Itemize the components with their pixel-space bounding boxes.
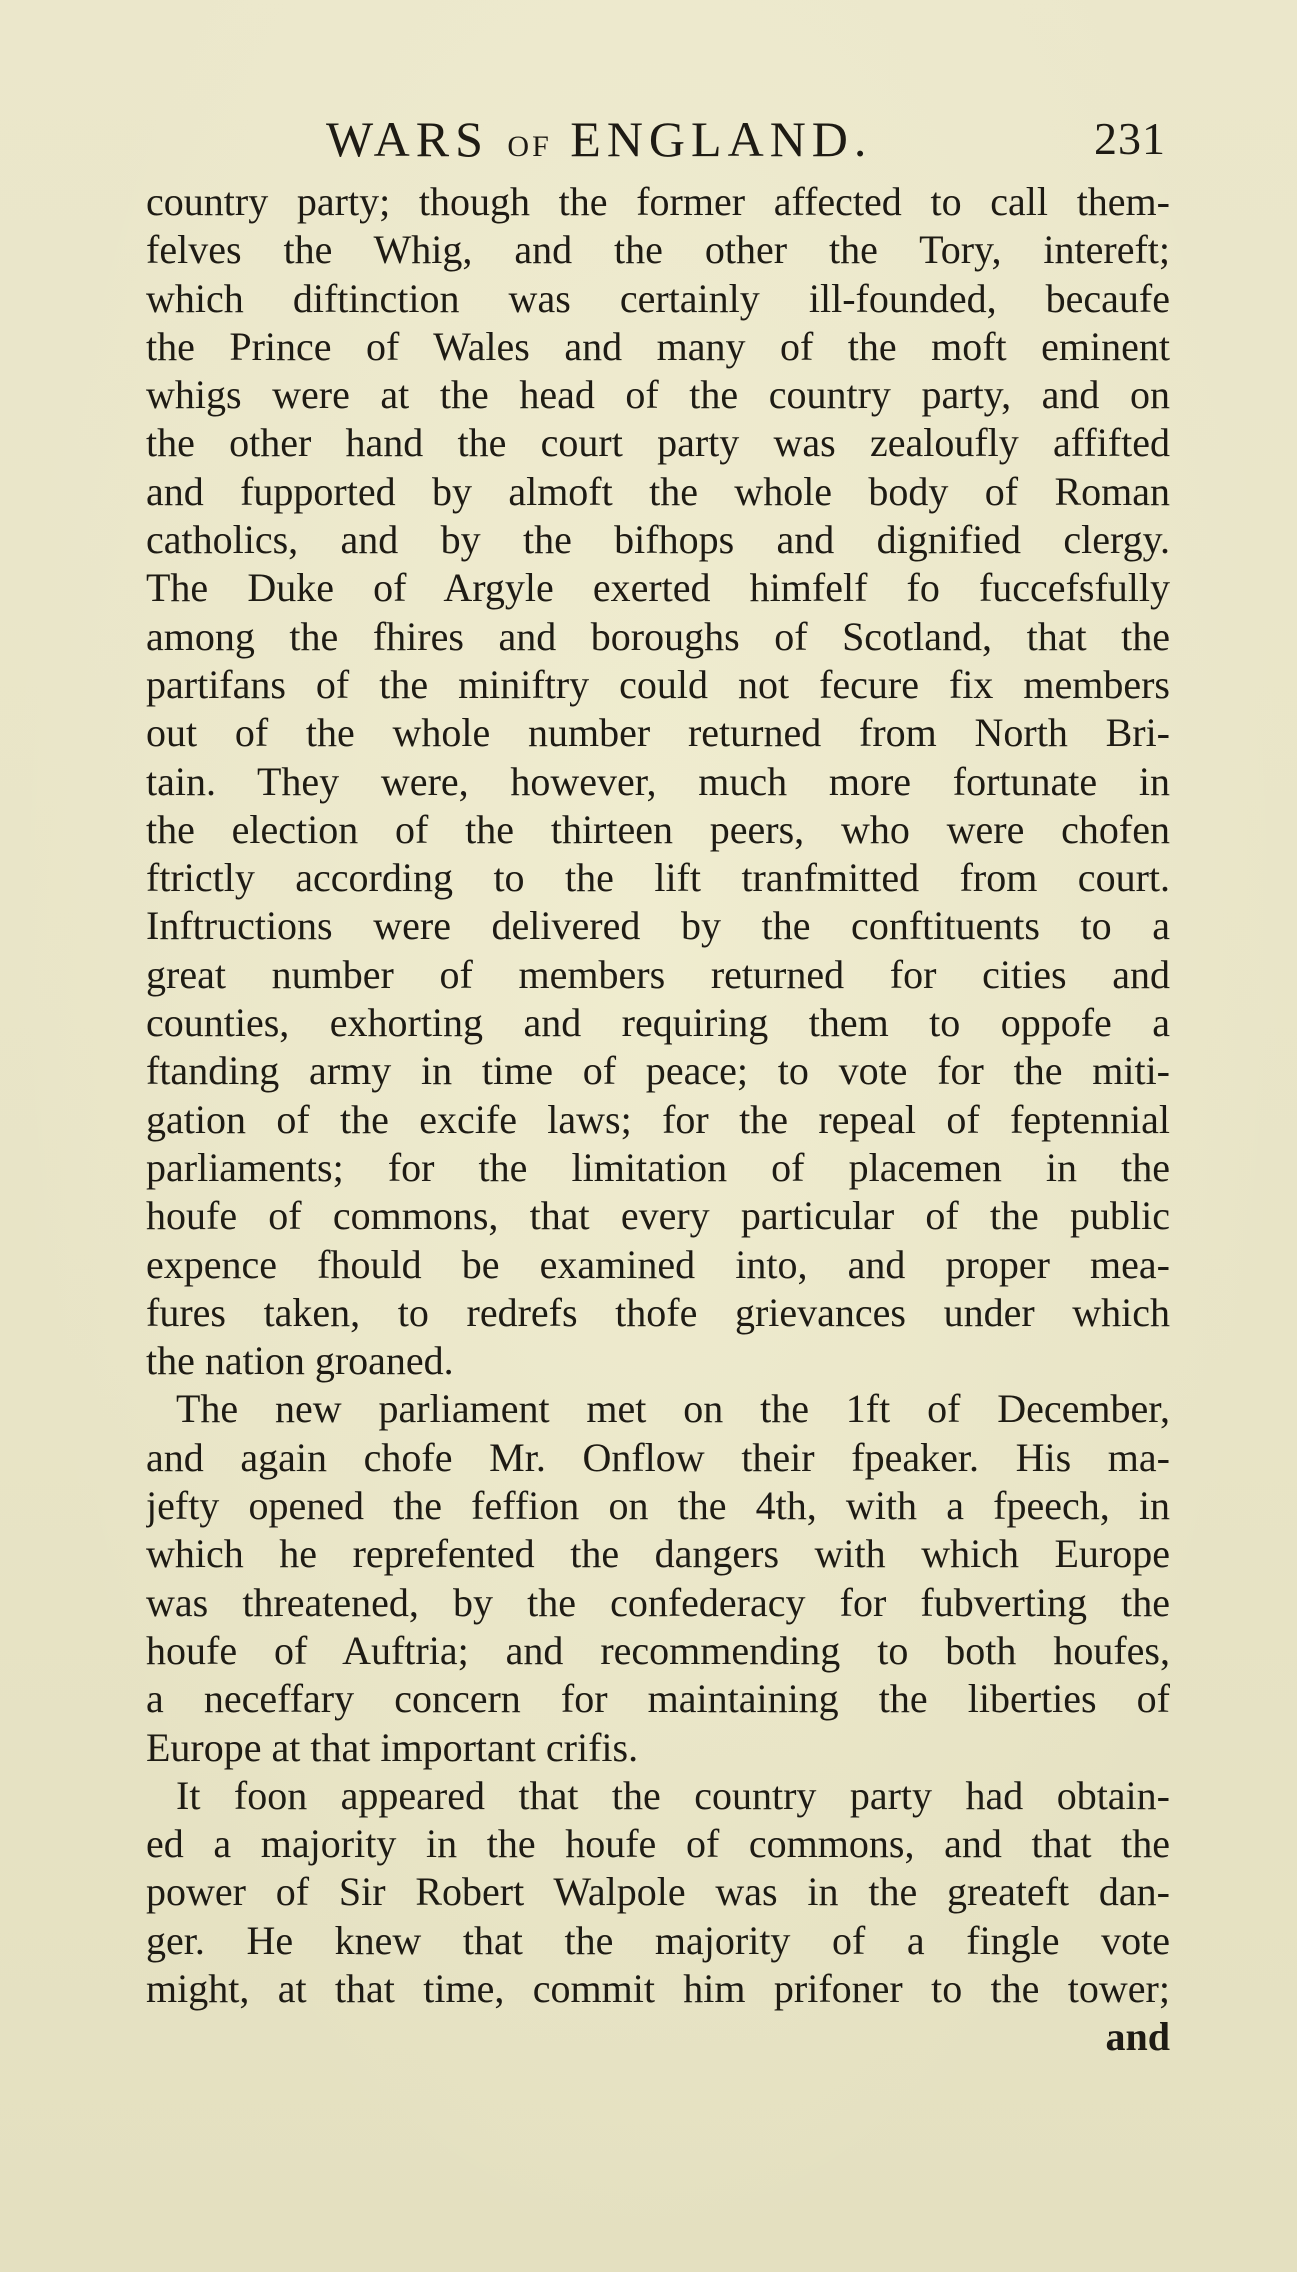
text-line: out of the whole number returned from North Bri- xyxy=(146,710,1170,756)
paragraph-start-line: It foon appeared that the country party had obtain- xyxy=(176,1772,1170,1818)
text-line: the Prince of Wales and many of the moft eminent xyxy=(146,323,1170,369)
text-line: ftrictly according to the lift tranfmitted from court. xyxy=(146,855,1170,901)
text-line: houfe of Auftria; and recommending to both houfes, xyxy=(146,1627,1170,1673)
text-line: jefty opened the feffion on the 4th, with a fpeech, in xyxy=(146,1483,1170,1529)
text-line: and fupported by almoft the whole body of Roman xyxy=(146,468,1170,514)
running-header xyxy=(146,108,1166,170)
text-line: a neceffary concern for maintaining the liberties of xyxy=(146,1676,1170,1722)
text-line: The Duke of Argyle exerted himfelf fo fuccefsfully xyxy=(146,565,1170,611)
text-line: partifans of the miniftry could not fecure fix members xyxy=(146,661,1170,707)
text-line: tain. They were, however, much more fortunate in xyxy=(146,758,1170,804)
text-line: ed a majority in the houfe of commons, and that the xyxy=(146,1821,1170,1867)
text-line: gation of the excife laws; for the repeal of feptennial xyxy=(146,1096,1170,1142)
title-word-england: ENGLAND. xyxy=(570,111,873,167)
text-line: fures taken, to redrefs thofe grievances under which xyxy=(146,1289,1170,1335)
title-word-wars: WARS xyxy=(326,111,489,167)
paragraph-end-line: the nation groaned. xyxy=(146,1338,454,1384)
text-line: catholics, and by the bifhops and dignified clergy. xyxy=(146,517,1170,563)
text-line: felves the Whig, and the other the Tory, intereft; xyxy=(146,227,1170,273)
text-line: power of Sir Robert Walpole was in the greateft dan- xyxy=(146,1869,1170,1915)
paragraph-start-line: The new parliament met on the 1ft of December, xyxy=(176,1386,1170,1432)
text-line: which diftinction was certainly ill-founded, becaufe xyxy=(146,275,1170,321)
text-line: parliaments; for the limitation of placemen in the xyxy=(146,1144,1170,1190)
text-line: great number of members returned for cities and xyxy=(146,951,1170,997)
text-line: country party; though the former affected to call them- xyxy=(146,179,1170,224)
title-word-of: OF xyxy=(507,130,552,163)
text-line: Inftructions were delivered by the conftituents to a xyxy=(146,903,1170,949)
text-line: whigs were at the head of the country party, and on xyxy=(146,372,1170,418)
text-line: houfe of commons, that every particular of the public xyxy=(146,1193,1170,1239)
text-line: ger. He knew that the majority of a fingle vote xyxy=(146,1917,1170,1963)
text-line: among the fhires and boroughs of Scotland, that the xyxy=(146,613,1170,659)
text-line: ftanding army in time of peace; to vote for the miti- xyxy=(146,1048,1170,1094)
text-line: counties, exhorting and requiring them to oppofe a xyxy=(146,1000,1170,1046)
catchword: and xyxy=(1105,2014,1170,2060)
page-number: 231 xyxy=(1094,113,1166,164)
text-line: and again chofe Mr. Onflow their fpeaker. His ma- xyxy=(146,1434,1170,1480)
text-line: expence fhould be examined into, and proper mea- xyxy=(146,1241,1170,1287)
text-line: the other hand the court party was zealoufly affifted xyxy=(146,420,1170,466)
text-line: was threatened, by the confederacy for fubverting the xyxy=(146,1579,1170,1625)
running-title xyxy=(326,108,872,178)
body-text xyxy=(146,178,1170,2062)
paragraph-end-line: Europe at that important crifis. xyxy=(146,1724,639,1770)
text-line: might, at that time, commit him prifoner to the tower; xyxy=(146,1965,1170,2011)
text-line: which he reprefented the dangers with which Europe xyxy=(146,1531,1170,1577)
text-line: the election of the thirteen peers, who were chofen xyxy=(146,806,1170,852)
